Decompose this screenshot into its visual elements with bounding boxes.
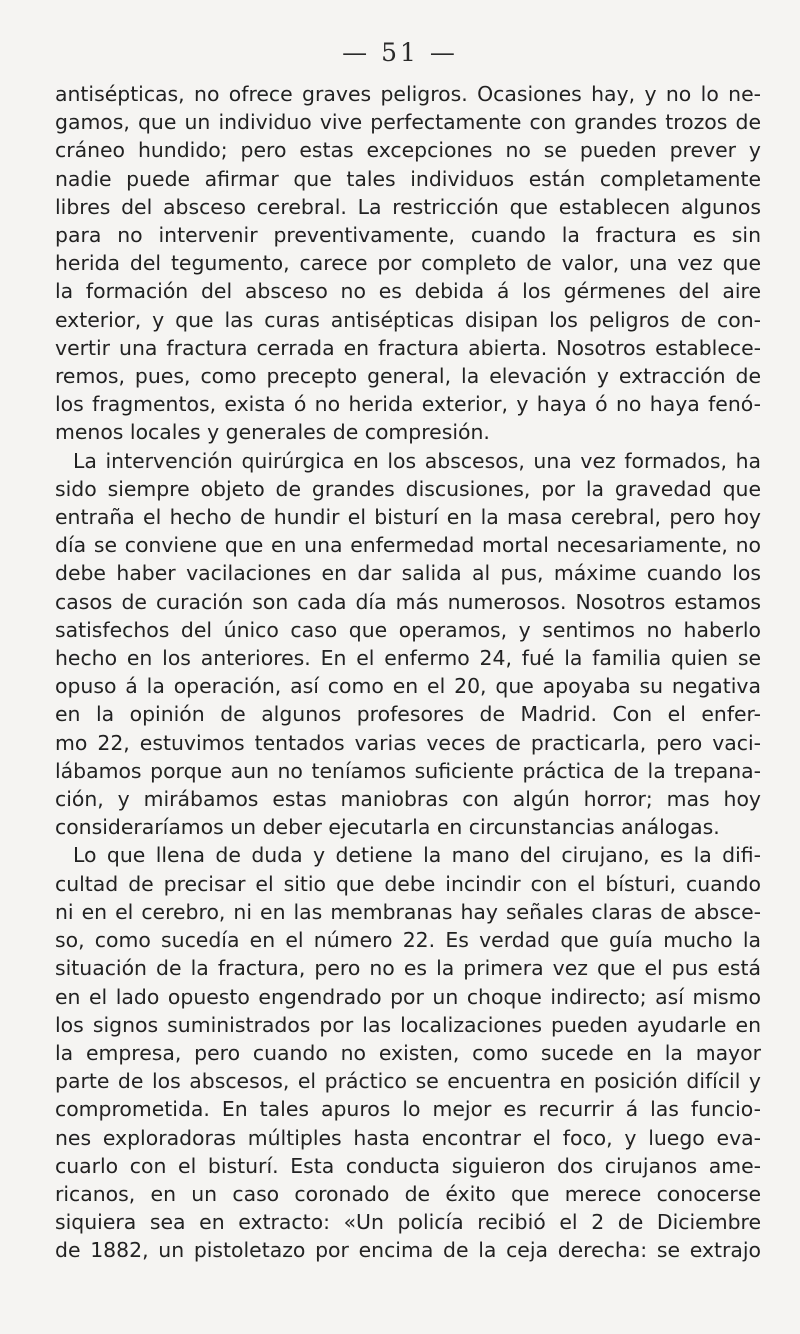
- text-line: debe haber vacilaciones en dar salida al pus, máxime cuando los: [55, 561, 761, 586]
- text-line: so, como sucedía en el número 22. Es verdad que guía mucho la: [55, 928, 761, 953]
- text-line: gamos, que un individuo vive perfectamente con grandes trozos de: [55, 110, 761, 135]
- text-line: satisfechos del único caso que operamos, y sentimos no haberlo: [55, 617, 761, 642]
- text-line: comprometida. En tales apuros lo mejor es recurrir á las funcio-: [55, 1097, 761, 1122]
- text-line: ción, y mirábamos estas maniobras con algún horror; mas hoy: [55, 787, 761, 812]
- text-line: herida del tegumento, carece por completo de valor, una vez que: [55, 251, 761, 276]
- text-line: consideraríamos un deber ejecutarla en circunstancias análogas.: [55, 815, 720, 840]
- text-line: nes exploradoras múltiples hasta encontrar el foco, y luego eva-: [55, 1125, 761, 1150]
- text-line: ni en el cerebro, ni en las membranas hay señales claras de absce-: [55, 899, 761, 924]
- text-line: casos de curación son cada día más numerosos. Nosotros estamos: [55, 589, 761, 614]
- text-line: los signos suministrados por las localizaciones pueden ayudarle en: [55, 1012, 761, 1037]
- text-line: cultad de precisar el sitio que debe incindir con el bísturi, cuando: [55, 871, 761, 896]
- text-line: vertir una fractura cerrada en fractura abierta. Nosotros establece-: [55, 335, 761, 360]
- text-line: libres del absceso cerebral. La restricción que establecen algunos: [55, 194, 761, 219]
- text-line: hecho en los anteriores. En el enfermo 24, fué la familia quien se: [55, 646, 761, 671]
- text-line: La intervención quirúrgica en los abscesos, una vez formados, ha: [73, 448, 761, 473]
- text-line: entraña el hecho de hundir el bisturí en la masa cerebral, pero hoy: [55, 505, 761, 530]
- text-line: cráneo hundido; pero estas excepciones no se pueden prever y: [55, 138, 761, 163]
- text-line: de 1882, un pistoletazo por encima de la ceja derecha: se extrajo: [55, 1238, 761, 1263]
- text-line: cuarlo con el bisturí. Esta conducta siguieron dos cirujanos ame-: [55, 1153, 761, 1178]
- text-line: mo 22, estuvimos tentados varias veces de practicarla, pero vaci-: [55, 730, 761, 755]
- text-line: en el lado opuesto engendrado por un choque indirecto; así mismo: [55, 984, 761, 1009]
- text-line: Lo que llena de duda y detiene la mano del cirujano, es la difi-: [73, 843, 761, 868]
- text-line: en la opinión de algunos profesores de Madrid. Con el enfer-: [55, 702, 761, 727]
- text-line: remos, pues, como precepto general, la elevación y extracción de: [55, 364, 761, 389]
- text-line: día se conviene que en una enfermedad mortal necesariamente, no: [55, 533, 761, 558]
- text-line: situación de la fractura, pero no es la primera vez que el pus está: [55, 956, 761, 981]
- text-line: antisépticas, no ofrece graves peligros. Ocasiones hay, y no lo ne-: [55, 82, 761, 106]
- page-number-header: — 51 —: [342, 38, 458, 67]
- text-line: sido siempre objeto de grandes discusiones, por la gravedad que: [55, 476, 761, 501]
- text-line: opuso á la operación, así como en el 20, que apoyaba su negativa: [55, 674, 761, 699]
- text-line: menos locales y generales de compresión.: [55, 420, 490, 445]
- text-line: parte de los abscesos, el práctico se encuentra en posición difícil y: [55, 1069, 761, 1094]
- text-line: ricanos, en un caso coronado de éxito que merece conocerse: [55, 1181, 761, 1206]
- body-text: [55, 80, 761, 1265]
- text-line: los fragmentos, exista ó no herida exterior, y haya ó no haya fenó-: [55, 392, 761, 417]
- text-line: la formación del absceso no es debida á los gérmenes del aire: [55, 279, 761, 304]
- text-line: la empresa, pero cuando no existen, como sucede en la mayor: [55, 1040, 761, 1065]
- text-line: exterior, y que las curas antisépticas disipan los peligros de con-: [55, 307, 761, 332]
- text-line: lábamos porque aun no teníamos suficiente práctica de la trepana-: [55, 758, 761, 783]
- text-line: para no intervenir preventivamente, cuando la fractura es sin: [55, 223, 761, 248]
- text-line: nadie puede afirmar que tales individuos están completamente: [55, 166, 761, 191]
- text-line: siquiera sea en extracto: «Un policía recibió el 2 de Diciembre: [55, 1210, 761, 1235]
